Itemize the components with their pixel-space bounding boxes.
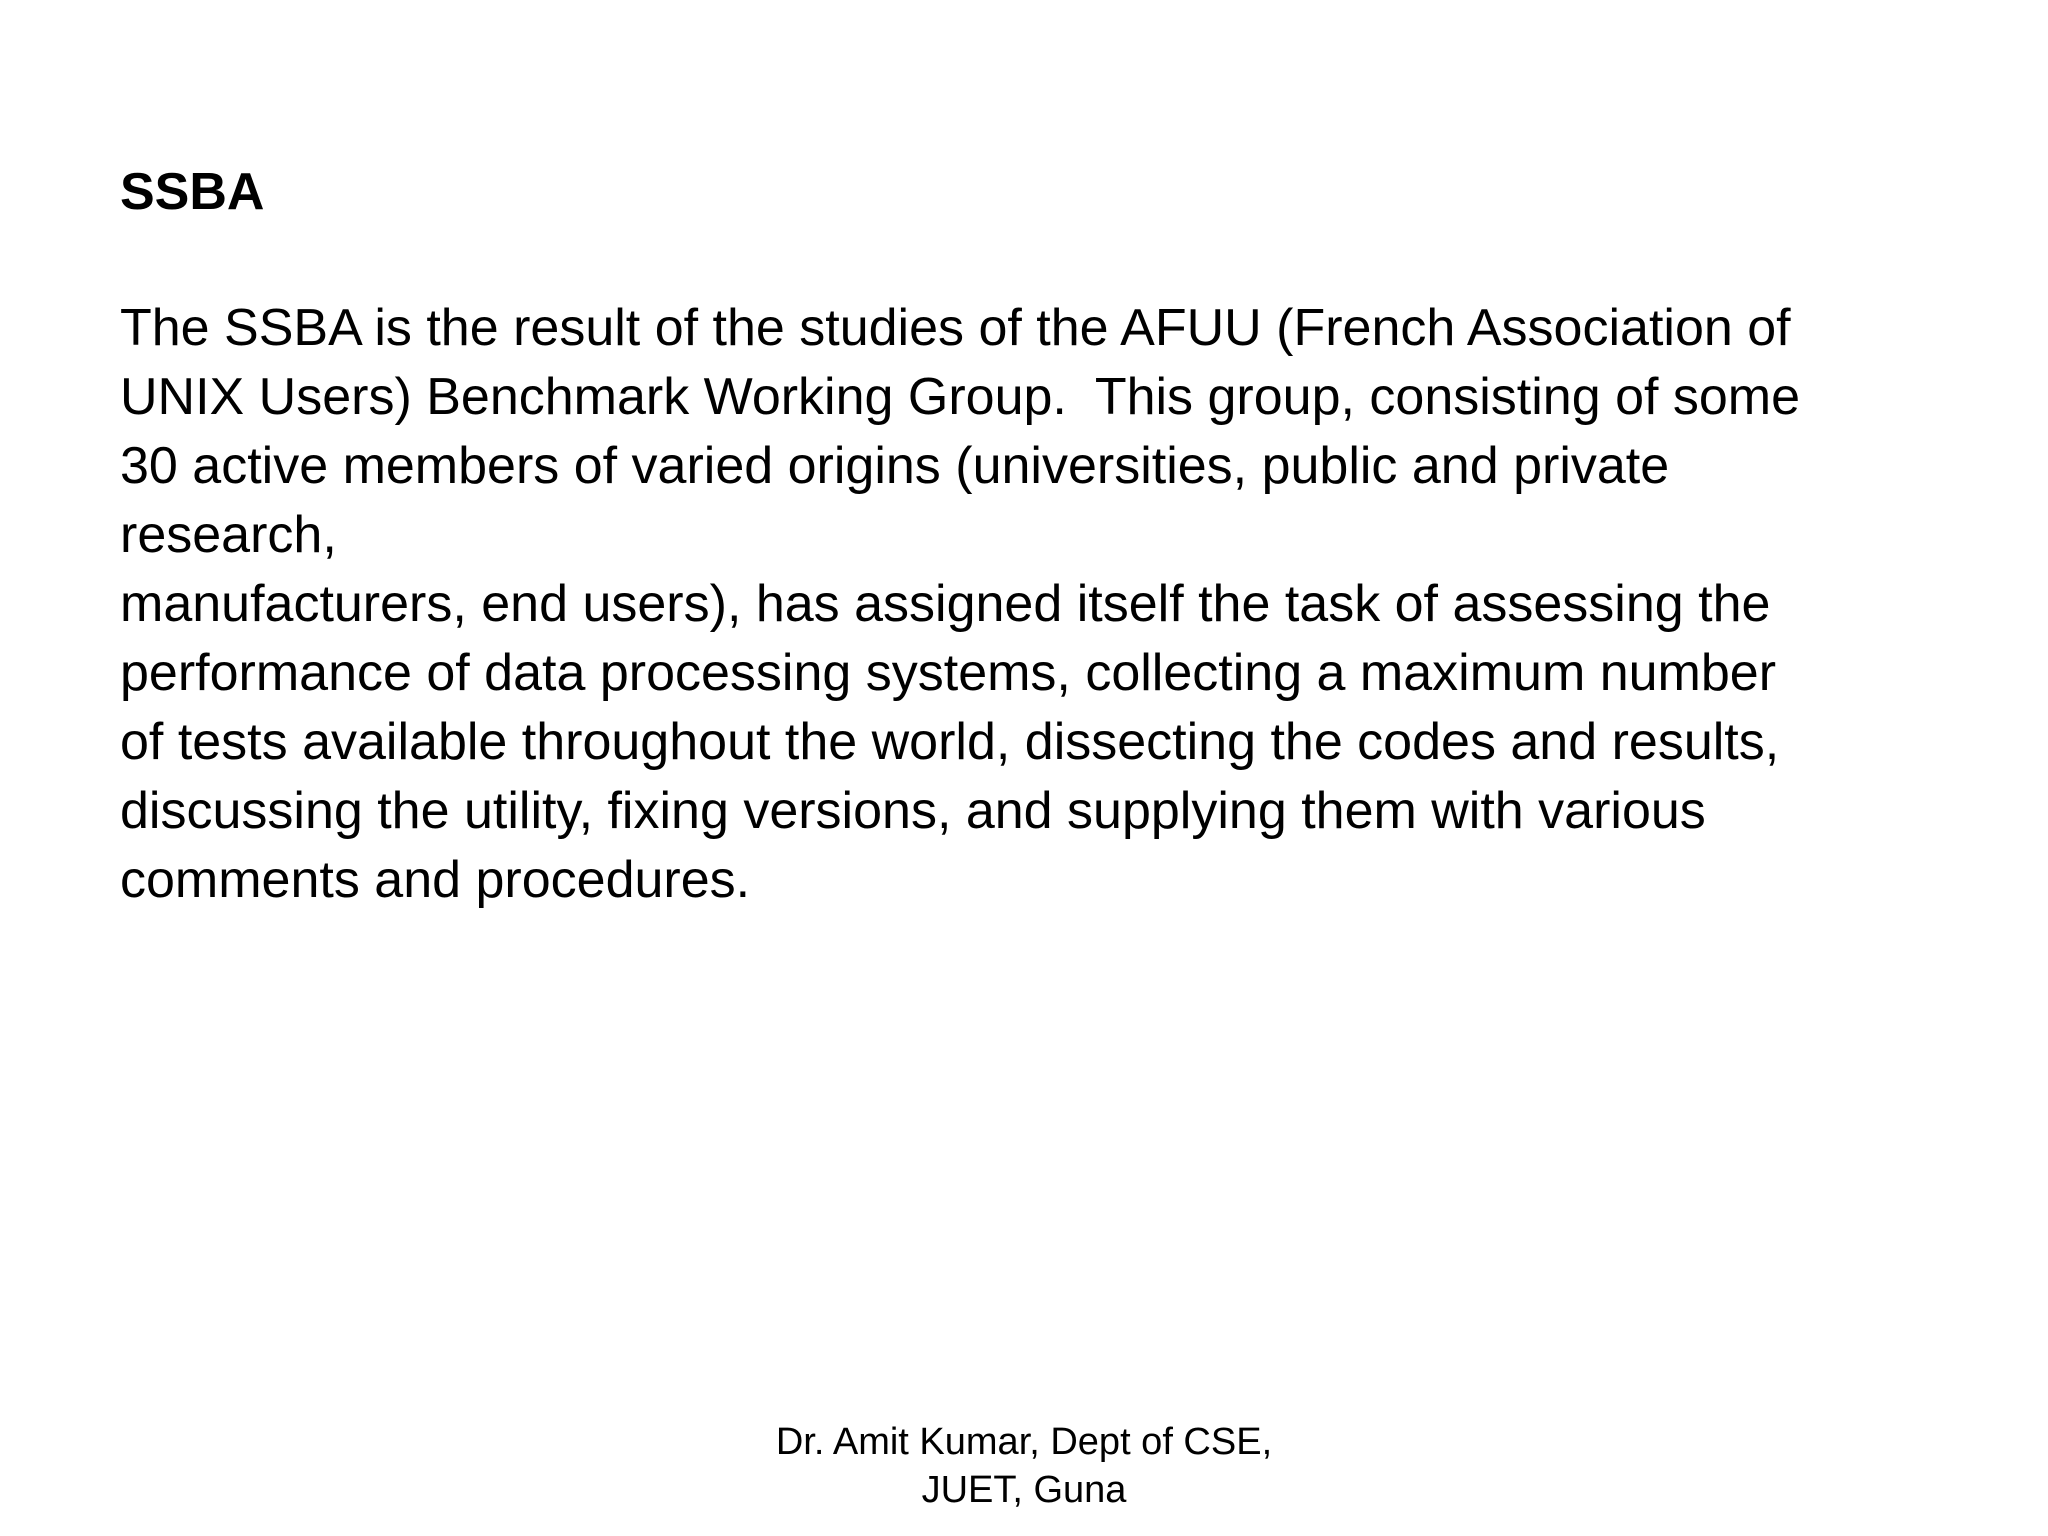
slide-title: SSBA — [120, 163, 265, 221]
body-line: discussing the utility, fixing versions, and supplying them with various — [120, 782, 1706, 840]
body-line: The SSBA is the result of the studies of the AFUU (French Association of — [120, 299, 1791, 357]
body-line: of tests available throughout the world, dissecting the codes and results, — [120, 713, 1780, 771]
body-line: research, — [120, 506, 337, 564]
body-line: 30 active members of varied origins (universities, public and private — [120, 437, 1670, 495]
slide-body-text — [120, 294, 1980, 915]
body-line: manufacturers, end users), has assigned itself the task of assessing the — [120, 575, 1771, 633]
slide-footer — [624, 1418, 1424, 1514]
body-line: UNIX Users) Benchmark Working Group. This group, consisting of some — [120, 368, 1801, 426]
footer-institution-line: JUET, Guna — [921, 1469, 1127, 1511]
body-line: comments and procedures. — [120, 851, 751, 909]
body-line: performance of data processing systems, collecting a maximum number — [120, 644, 1777, 702]
footer-author-line: Dr. Amit Kumar, Dept of CSE, — [775, 1421, 1273, 1463]
